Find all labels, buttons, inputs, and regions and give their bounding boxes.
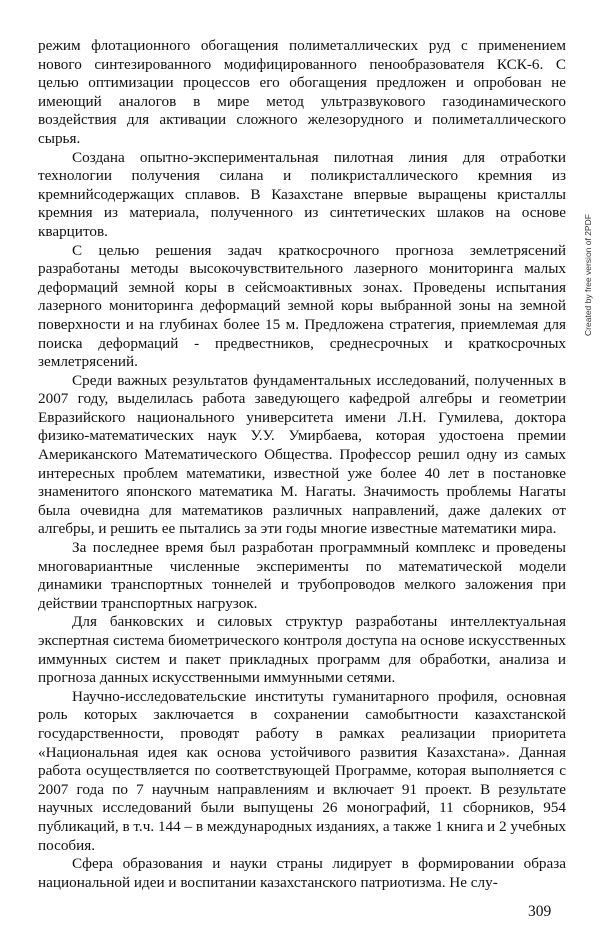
watermark-text: Created by free version of 2PDF	[583, 214, 593, 336]
paragraph-silicon: Создана опытно-экспериментальная пилотная линия для отработки технологии получения силана и поликристаллического кремния из кремнийсодержащих сплавов. В Казахстане впервые выращены кристаллы кремния из материала, полученного из синтетических шлаков на основе кварцитов.	[38, 148, 566, 240]
paragraph-flotation: режим флотационного обогащения полиметаллических руд с применением нового синтезированного модифицированного пенообразователя КСК-6. С целью оптимизации процессов его обогащения предложен и опробован не имеющий аналогов в мире метод ультразвукового газодинамического воздействия для активации сложного железорудного и полиметаллического сырья.	[38, 37, 566, 147]
page-number: 309	[528, 903, 552, 920]
paragraph-nagata: Среди важных результатов фундаментальных исследований, полученных в 2007 году, выделилась работа заведующего кафедрой алгебры и геометрии Евразийского национального университета имени Л.Н. Гумилева, доктора физико-математических наук У.У. Умирбаева, которая удостоена премии Американского Математического Общества. Профессор решил одну из самых интересных проблем математики, известной уже более 40 лет в постановке знаменитого японского математика М. Нагаты. Значимость проблемы Нагаты была очевидна для математиков различных направлений, даже далеких от алгебры, и решить ее пытались за эти годы многие известные математики мира.	[38, 371, 566, 538]
document-body	[38, 37, 566, 892]
paragraph-tunnels: За последнее время был разработан программный комплекс и проведены многовариантные численные эксперименты по математической модели динамики транспортных тоннелей и трубопроводов мелкого заложения при действии транспортных нагрузок.	[38, 539, 566, 612]
paragraph-education: Сфера образования и науки страны лидирует в формировании образа национальной идеи и воспитании казахстанского патриотизма. Не слу-	[38, 855, 566, 891]
watermark	[583, 215, 593, 345]
paragraph-earthquake: С целью решения задач краткосрочного прогноза землетрясений разработаны методы высокочувствительного лазерного мониторинга малых деформаций земной коры в сейсмоактивных зонах. Проведены испытания лазерного мониторинга деформаций земной коры выбранной зоны на земной поверхности и на глубинах более 15 м. Предложена стратегия, приемлемая для поиска деформаций - предвестников, среднесрочных и краткосрочных землетрясений.	[38, 241, 566, 371]
paragraph-institutes: Научно-исследовательские институты гуманитарного профиля, основная роль которых заключается в сохранении самобытности казахстанской государственности, проводят работу в рамках реализации приоритета «Национальная идея как основа устойчивого развития Казахстана». Данная работа осуществляется по соответствующей Программе, которая выполняется с 2007 года по 7 научным направлениям и включает 91 проект. В результате научных исследований были выпущены 26 монографий, 11 сборников, 954 публикаций, в т.ч. 144 – в международных изданиях, а также 1 книга и 2 учебных пособия.	[38, 687, 566, 854]
paragraph-biometric: Для банковских и силовых структур разработаны интеллектуальная экспертная система биометрического контроля доступа на основе искусственных иммунных систем и пакет прикладных программ для обработки, анализа и прогноза данных искусственными иммунными сетями.	[38, 613, 566, 687]
